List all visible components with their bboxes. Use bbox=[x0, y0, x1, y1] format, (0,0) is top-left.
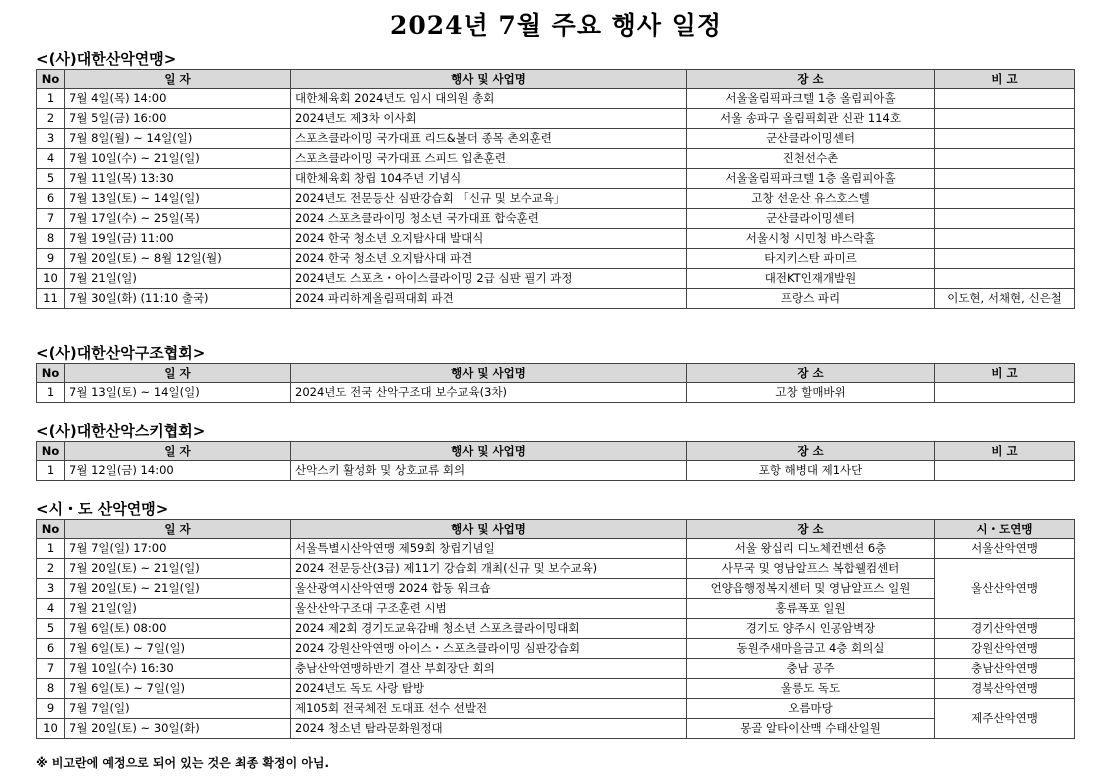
cell-event: 스포츠클라이밍 국가대표 리드&볼더 종목 촌외훈련 bbox=[291, 129, 687, 149]
cell-date: 7월 13일(토) ~ 14일(일) bbox=[65, 383, 291, 403]
table-row bbox=[37, 89, 1075, 109]
cell-place: 홍류폭포 일원 bbox=[687, 599, 935, 619]
cell-date: 7월 7일(일) bbox=[65, 699, 291, 719]
table-row bbox=[37, 719, 1075, 739]
cell-remark bbox=[935, 109, 1075, 129]
cell-date: 7월 30일(화) (11:10 출국) bbox=[65, 289, 291, 309]
table-row bbox=[37, 559, 1075, 579]
cell-date: 7월 6일(토) ~ 7일(일) bbox=[65, 639, 291, 659]
header-no: No bbox=[37, 364, 65, 383]
section-title: <(사)대한산악연맹> bbox=[36, 50, 177, 68]
header-date: 일 자 bbox=[65, 364, 291, 383]
header-event: 행사 및 사업명 bbox=[291, 520, 687, 539]
header-event: 행사 및 사업명 bbox=[291, 70, 687, 89]
cell-date: 7월 21일(일) bbox=[65, 269, 291, 289]
table-row bbox=[37, 679, 1075, 699]
cell-place: 오름마당 bbox=[687, 699, 935, 719]
cell-event: 충남산악연맹하반기 결산 부회장단 회의 bbox=[291, 659, 687, 679]
table-header-row bbox=[37, 70, 1075, 89]
table-row bbox=[37, 579, 1075, 599]
cell-date: 7월 10일(수) 16:30 bbox=[65, 659, 291, 679]
cell-place: 서울 왕십리 디노체컨벤션 6층 bbox=[687, 539, 935, 559]
cell-no: 9 bbox=[37, 699, 65, 719]
cell-no: 1 bbox=[37, 461, 65, 481]
cell-date: 7월 5일(금) 16:00 bbox=[65, 109, 291, 129]
section-title: <시・도 산악연맹> bbox=[36, 500, 169, 518]
header-place: 장 소 bbox=[687, 520, 935, 539]
table-row bbox=[37, 383, 1075, 403]
schedule-table bbox=[36, 363, 1075, 403]
section-rescue-association bbox=[36, 344, 1074, 403]
cell-place: 서울올림픽파크텔 1층 올림피아홀 bbox=[687, 169, 935, 189]
cell-event: 2024년도 제3차 이사회 bbox=[291, 109, 687, 129]
header-date: 일 자 bbox=[65, 442, 291, 461]
cell-event: 2024 제2회 경기도교육감배 청소년 스포츠클라이밍대회 bbox=[291, 619, 687, 639]
cell-federation: 울산산악연맹 bbox=[935, 559, 1075, 619]
cell-event: 대한체육회 창립 104주년 기념식 bbox=[291, 169, 687, 189]
table-row bbox=[37, 169, 1075, 189]
header-no: No bbox=[37, 442, 65, 461]
header-no: No bbox=[37, 70, 65, 89]
cell-date: 7월 6일(토) ~ 7일(일) bbox=[65, 679, 291, 699]
cell-place: 군산클라이밍센터 bbox=[687, 209, 935, 229]
cell-federation: 서울산악연맹 bbox=[935, 539, 1075, 559]
cell-remark bbox=[935, 383, 1075, 403]
header-event: 행사 및 사업명 bbox=[291, 442, 687, 461]
cell-event: 2024 한국 청소년 오지탐사대 파견 bbox=[291, 249, 687, 269]
cell-no: 1 bbox=[37, 539, 65, 559]
schedule-table bbox=[36, 519, 1075, 739]
header-event: 행사 및 사업명 bbox=[291, 364, 687, 383]
cell-remark bbox=[935, 149, 1075, 169]
schedule-table bbox=[36, 441, 1075, 481]
cell-place: 고창 할매바위 bbox=[687, 383, 935, 403]
cell-date: 7월 7일(일) 17:00 bbox=[65, 539, 291, 559]
cell-no: 2 bbox=[37, 109, 65, 129]
cell-federation: 경기산악연맹 bbox=[935, 619, 1075, 639]
cell-no: 3 bbox=[37, 579, 65, 599]
table-row bbox=[37, 209, 1075, 229]
cell-event: 산악스키 활성화 및 상호교류 회의 bbox=[291, 461, 687, 481]
cell-place: 타지키스탄 파미르 bbox=[687, 249, 935, 269]
table-row bbox=[37, 229, 1075, 249]
cell-date: 7월 8일(월) ~ 14일(일) bbox=[65, 129, 291, 149]
cell-event: 2024년도 스포츠・아이스클라이밍 2급 심판 필기 과정 bbox=[291, 269, 687, 289]
cell-remark bbox=[935, 209, 1075, 229]
section-title: <(사)대한산악스키협회> bbox=[36, 422, 206, 440]
cell-remark bbox=[935, 129, 1075, 149]
cell-place: 고창 선운산 유스호스텔 bbox=[687, 189, 935, 209]
cell-place: 몽골 알타이산맥 수태산일원 bbox=[687, 719, 935, 739]
cell-place: 서울시청 시민청 바스락홀 bbox=[687, 229, 935, 249]
section-city-province-federations bbox=[36, 500, 1074, 739]
cell-place: 서울올림픽파크텔 1층 올림피아홀 bbox=[687, 89, 935, 109]
cell-no: 1 bbox=[37, 383, 65, 403]
cell-date: 7월 20일(토) ~ 30일(화) bbox=[65, 719, 291, 739]
cell-no: 7 bbox=[37, 659, 65, 679]
cell-event: 제105회 전국체전 도대표 선수 선발전 bbox=[291, 699, 687, 719]
cell-event: 2024 전문등산(3급) 제11기 강습회 개최(신규 및 보수교육) bbox=[291, 559, 687, 579]
table-row bbox=[37, 699, 1075, 719]
cell-place: 군산클라이밍센터 bbox=[687, 129, 935, 149]
cell-remark bbox=[935, 169, 1075, 189]
table-row bbox=[37, 599, 1075, 619]
cell-place: 사무국 및 영남알프스 복합웰컴센터 bbox=[687, 559, 935, 579]
cell-remark bbox=[935, 249, 1075, 269]
cell-place: 충남 공주 bbox=[687, 659, 935, 679]
cell-federation: 제주산악연맹 bbox=[935, 699, 1075, 739]
cell-date: 7월 20일(토) ~ 8월 12일(월) bbox=[65, 249, 291, 269]
cell-date: 7월 6일(토) 08:00 bbox=[65, 619, 291, 639]
cell-date: 7월 19일(금) 11:00 bbox=[65, 229, 291, 249]
cell-remark bbox=[935, 461, 1075, 481]
cell-no: 6 bbox=[37, 639, 65, 659]
table-row bbox=[37, 189, 1075, 209]
table-row bbox=[37, 659, 1075, 679]
cell-date: 7월 17일(수) ~ 25일(목) bbox=[65, 209, 291, 229]
cell-event: 2024년도 전문등산 심판강습회 「신규 및 보수교육」 bbox=[291, 189, 687, 209]
header-place: 장 소 bbox=[687, 442, 935, 461]
header-remark: 비 고 bbox=[935, 364, 1075, 383]
footnote: ※ 비고란에 예정으로 되어 있는 것은 최종 확정이 아님. bbox=[36, 756, 330, 770]
table-row bbox=[37, 149, 1075, 169]
cell-no: 8 bbox=[37, 679, 65, 699]
table-row bbox=[37, 129, 1075, 149]
cell-date: 7월 11일(목) 13:30 bbox=[65, 169, 291, 189]
section-alpine-federation bbox=[36, 50, 1074, 309]
cell-place: 경기도 양주시 인공암벽장 bbox=[687, 619, 935, 639]
cell-place: 진천선수촌 bbox=[687, 149, 935, 169]
header-date: 일 자 bbox=[65, 520, 291, 539]
cell-event: 서울특별시산악연맹 제59회 창립기념일 bbox=[291, 539, 687, 559]
cell-date: 7월 20일(토) ~ 21일(일) bbox=[65, 559, 291, 579]
cell-date: 7월 20일(토) ~ 21일(일) bbox=[65, 579, 291, 599]
cell-place: 동원주새마을금고 4층 회의실 bbox=[687, 639, 935, 659]
cell-no: 5 bbox=[37, 619, 65, 639]
cell-place: 언양읍행정복지센터 및 영남알프스 일원 bbox=[687, 579, 935, 599]
cell-event: 2024년도 독도 사랑 탐방 bbox=[291, 679, 687, 699]
cell-no: 4 bbox=[37, 599, 65, 619]
header-date: 일 자 bbox=[65, 70, 291, 89]
table-row bbox=[37, 269, 1075, 289]
table-header-row bbox=[37, 520, 1075, 539]
cell-date: 7월 4일(목) 14:00 bbox=[65, 89, 291, 109]
cell-place: 울릉도 독도 bbox=[687, 679, 935, 699]
cell-no: 10 bbox=[37, 269, 65, 289]
cell-no: 5 bbox=[37, 169, 65, 189]
table-row bbox=[37, 109, 1075, 129]
cell-remark bbox=[935, 229, 1075, 249]
cell-federation: 경북산악연맹 bbox=[935, 679, 1075, 699]
cell-date: 7월 12일(금) 14:00 bbox=[65, 461, 291, 481]
cell-remark: 이도현, 서채현, 신은철 bbox=[935, 289, 1075, 309]
cell-date: 7월 10일(수) ~ 21일(일) bbox=[65, 149, 291, 169]
cell-federation: 충남산악연맹 bbox=[935, 659, 1075, 679]
cell-no: 4 bbox=[37, 149, 65, 169]
cell-no: 6 bbox=[37, 189, 65, 209]
cell-no: 7 bbox=[37, 209, 65, 229]
section-title: <(사)대한산악구조협회> bbox=[36, 344, 206, 362]
cell-remark bbox=[935, 269, 1075, 289]
table-row bbox=[37, 539, 1075, 559]
cell-remark bbox=[935, 189, 1075, 209]
cell-event: 2024년도 전국 산악구조대 보수교육(3차) bbox=[291, 383, 687, 403]
table-row bbox=[37, 639, 1075, 659]
cell-place: 서울 송파구 올림픽회관 신관 114호 bbox=[687, 109, 935, 129]
header-remark: 비 고 bbox=[935, 70, 1075, 89]
cell-no: 2 bbox=[37, 559, 65, 579]
section-ski-association bbox=[36, 422, 1074, 481]
cell-no: 1 bbox=[37, 89, 65, 109]
cell-event: 2024 강원산악연맹 아이스・스포츠클라이밍 심판강습회 bbox=[291, 639, 687, 659]
cell-place: 대전KT인재개발원 bbox=[687, 269, 935, 289]
header-federation: 시・도연맹 bbox=[935, 520, 1075, 539]
cell-no: 8 bbox=[37, 229, 65, 249]
cell-event: 2024 스포츠클라이밍 청소년 국가대표 합숙훈련 bbox=[291, 209, 687, 229]
cell-event: 스포츠클라이밍 국가대표 스피드 입촌훈련 bbox=[291, 149, 687, 169]
cell-federation: 강원산악연맹 bbox=[935, 639, 1075, 659]
header-no: No bbox=[37, 520, 65, 539]
cell-event: 울산광역시산악연맹 2024 합동 워크숍 bbox=[291, 579, 687, 599]
header-remark: 비 고 bbox=[935, 442, 1075, 461]
cell-place: 프랑스 파리 bbox=[687, 289, 935, 309]
header-place: 장 소 bbox=[687, 364, 935, 383]
table-header-row bbox=[37, 442, 1075, 461]
table-header-row bbox=[37, 364, 1075, 383]
cell-event: 2024 한국 청소년 오지탐사대 발대식 bbox=[291, 229, 687, 249]
cell-no: 3 bbox=[37, 129, 65, 149]
cell-no: 10 bbox=[37, 719, 65, 739]
cell-event: 2024 파리하계올림픽대회 파견 bbox=[291, 289, 687, 309]
cell-place: 포항 해병대 제1사단 bbox=[687, 461, 935, 481]
header-place: 장 소 bbox=[687, 70, 935, 89]
cell-event: 2024 청소년 탐라문화원정대 bbox=[291, 719, 687, 739]
cell-event: 대한체육회 2024년도 임시 대의원 총회 bbox=[291, 89, 687, 109]
page-title: 2024년 7월 주요 행사 일정 bbox=[390, 11, 722, 40]
cell-no: 11 bbox=[37, 289, 65, 309]
cell-event: 울산산악구조대 구조훈련 시범 bbox=[291, 599, 687, 619]
table-row bbox=[37, 619, 1075, 639]
cell-no: 9 bbox=[37, 249, 65, 269]
table-row bbox=[37, 461, 1075, 481]
cell-date: 7월 13일(토) ~ 14일(일) bbox=[65, 189, 291, 209]
cell-date: 7월 21일(일) bbox=[65, 599, 291, 619]
table-row bbox=[37, 289, 1075, 309]
table-row bbox=[37, 249, 1075, 269]
schedule-table bbox=[36, 69, 1075, 309]
cell-remark bbox=[935, 89, 1075, 109]
